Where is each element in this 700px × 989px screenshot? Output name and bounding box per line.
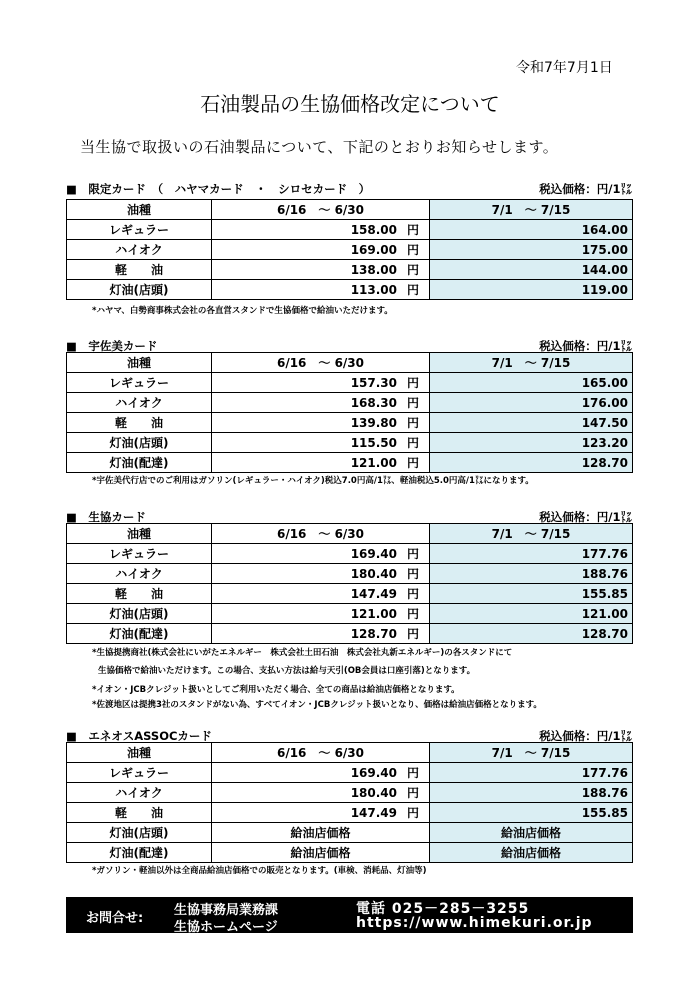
old-price: 169.40 円 bbox=[212, 763, 430, 783]
table-row bbox=[67, 604, 633, 624]
table-row bbox=[67, 783, 633, 803]
old-price: 157.30 円 bbox=[212, 373, 430, 393]
new-price: 121.00 bbox=[430, 604, 633, 624]
new-price: 128.70 bbox=[430, 624, 633, 644]
new-period-header: 7/1 ～ 7/15 bbox=[430, 524, 633, 544]
table-row bbox=[67, 240, 633, 260]
table-header-row bbox=[67, 743, 633, 763]
old-price: 121.00 円 bbox=[212, 453, 430, 473]
old-price: 113.00 円 bbox=[212, 280, 430, 300]
old-period-header: 6/16 ～ 6/30 bbox=[212, 353, 430, 373]
table-row bbox=[67, 260, 633, 280]
section-name: ■ 生協カード bbox=[66, 510, 146, 524]
unit-label: 税込価格：円/1㍑ bbox=[539, 729, 632, 743]
old-period-header: 6/16 ～ 6/30 bbox=[212, 524, 430, 544]
fuel-name: ハイオク bbox=[67, 240, 212, 260]
old-price: 給油店価格 bbox=[212, 843, 430, 863]
old-price: 128.70 円 bbox=[212, 624, 430, 644]
old-price: 147.49 円 bbox=[212, 803, 430, 823]
table-row bbox=[67, 823, 633, 843]
section-note: 生協価格で給油いただけます。この場合、支払い方法は給与天引(OB会員は口座引落)となります。 bbox=[98, 666, 476, 676]
unit-label: 税込価格：円/1㍑ bbox=[539, 510, 632, 524]
new-price: 176.00 bbox=[430, 393, 633, 413]
new-price: 155.85 bbox=[430, 803, 633, 823]
homepage-label: 生協ホームページ bbox=[174, 920, 278, 935]
fuel-name: 灯油(店頭) bbox=[67, 433, 212, 453]
new-price: 給油店価格 bbox=[430, 843, 633, 863]
fuel-name: 軽 油 bbox=[67, 260, 212, 280]
section-note: *宇佐美代行店でのご利用はガソリン(レギュラー・ハイオク)税込7.0円高/1㍑、軽油税込5.0円高/1㍑になります。 bbox=[92, 476, 534, 486]
fuel-name: レギュラー bbox=[67, 763, 212, 783]
price-table bbox=[66, 742, 633, 863]
section-name: ■ エネオスASSOCカード bbox=[66, 729, 212, 743]
new-period-header: 7/1 ～ 7/15 bbox=[430, 743, 633, 763]
table-row bbox=[67, 584, 633, 604]
fuel-name: 灯油(店頭) bbox=[67, 280, 212, 300]
table-row bbox=[67, 220, 633, 240]
unit-label: 税込価格：円/1㍑ bbox=[539, 182, 632, 196]
section-note: *佐渡地区は提携3社のスタンドがない為、すべてイオン・JCBクレジット扱いとなり、価格は給油店価格となります。 bbox=[92, 700, 542, 710]
old-price: 180.40 円 bbox=[212, 783, 430, 803]
new-price: 128.70 bbox=[430, 453, 633, 473]
fuel-name: 灯油(店頭) bbox=[67, 604, 212, 624]
fuel-header: 油種 bbox=[67, 743, 212, 763]
new-price: 123.20 bbox=[430, 433, 633, 453]
unit-label: 税込価格：円/1㍑ bbox=[539, 339, 632, 353]
new-price: 175.00 bbox=[430, 240, 633, 260]
old-price: 121.00 円 bbox=[212, 604, 430, 624]
fuel-name: 軽 油 bbox=[67, 803, 212, 823]
new-price: 177.76 bbox=[430, 763, 633, 783]
table-row bbox=[67, 280, 633, 300]
price-table bbox=[66, 199, 633, 300]
fuel-name: レギュラー bbox=[67, 220, 212, 240]
old-price: 147.49 円 bbox=[212, 584, 430, 604]
new-price: 119.00 bbox=[430, 280, 633, 300]
old-price: 115.50 円 bbox=[212, 433, 430, 453]
phone-number: 電話 025－285－3255 bbox=[356, 901, 530, 917]
old-period-header: 6/16 ～ 6/30 bbox=[212, 200, 430, 220]
office-name: 生協事務局業務課 bbox=[174, 903, 279, 918]
old-period-header: 6/16 ～ 6/30 bbox=[212, 743, 430, 763]
old-price: 158.00 円 bbox=[212, 220, 430, 240]
table-row bbox=[67, 624, 633, 644]
section-note: *ガソリン・軽油以外は全商品給油店価格での販売となります。(車検、消耗品、灯油等) bbox=[92, 866, 427, 876]
fuel-name: ハイオク bbox=[67, 393, 212, 413]
old-price: 168.30 円 bbox=[212, 393, 430, 413]
new-price: 165.00 bbox=[430, 373, 633, 393]
table-row bbox=[67, 544, 633, 564]
table-row bbox=[67, 803, 633, 823]
old-price: 138.00 円 bbox=[212, 260, 430, 280]
old-price: 139.80 円 bbox=[212, 413, 430, 433]
new-price: 164.00 bbox=[430, 220, 633, 240]
price-table bbox=[66, 523, 633, 644]
contact-footer bbox=[66, 897, 633, 933]
section-note: *イオン・JCBクレジット扱いとしてご利用いただく場合、全ての商品は給油店価格となります。 bbox=[92, 685, 460, 695]
old-price: 給油店価格 bbox=[212, 823, 430, 843]
table-row bbox=[67, 843, 633, 863]
new-period-header: 7/1 ～ 7/15 bbox=[430, 200, 633, 220]
table-header-row bbox=[67, 353, 633, 373]
page-title: 石油製品の生協価格改定について bbox=[200, 92, 500, 116]
fuel-name: 灯油(配達) bbox=[67, 624, 212, 644]
fuel-header: 油種 bbox=[67, 353, 212, 373]
table-row bbox=[67, 763, 633, 783]
new-price: 188.76 bbox=[430, 783, 633, 803]
fuel-name: レギュラー bbox=[67, 373, 212, 393]
table-row bbox=[67, 564, 633, 584]
table-header-row bbox=[67, 524, 633, 544]
section-name: ■ 限定カード （ ハヤマカード ・ シロセカード ） bbox=[66, 182, 371, 196]
new-price: 188.76 bbox=[430, 564, 633, 584]
fuel-name: ハイオク bbox=[67, 564, 212, 584]
new-price: 147.50 bbox=[430, 413, 633, 433]
fuel-name: 灯油(配達) bbox=[67, 453, 212, 473]
website-link[interactable]: https://www.himekuri.or.jp bbox=[356, 915, 593, 931]
section-name: ■ 宇佐美カード bbox=[66, 339, 158, 353]
old-price: 169.00 円 bbox=[212, 240, 430, 260]
new-period-header: 7/1 ～ 7/15 bbox=[430, 353, 633, 373]
fuel-name: レギュラー bbox=[67, 544, 212, 564]
lead-text: 当生協で取扱いの石油製品について、下記のとおりお知らせします。 bbox=[80, 138, 559, 156]
fuel-header: 油種 bbox=[67, 524, 212, 544]
fuel-header: 油種 bbox=[67, 200, 212, 220]
old-price: 180.40 円 bbox=[212, 564, 430, 584]
new-price: 144.00 bbox=[430, 260, 633, 280]
section-header bbox=[66, 181, 632, 197]
table-row bbox=[67, 393, 633, 413]
section-note: *ハヤマ、白勢商事株式会社の各直営スタンドで生協価格で給油いただけます。 bbox=[92, 306, 393, 316]
table-row bbox=[67, 413, 633, 433]
fuel-name: 軽 油 bbox=[67, 584, 212, 604]
fuel-name: 灯油(店頭) bbox=[67, 823, 212, 843]
new-price: 177.76 bbox=[430, 544, 633, 564]
fuel-name: ハイオク bbox=[67, 783, 212, 803]
fuel-name: 軽 油 bbox=[67, 413, 212, 433]
section-note: *生協提携商社(株式会社にいがたエネルギー 株式会社土田石油 株式会社丸新エネルギー)の各スタンドにて bbox=[92, 648, 513, 658]
table-header-row bbox=[67, 200, 633, 220]
price-table bbox=[66, 352, 633, 473]
issue-date: 令和7年7月1日 bbox=[516, 60, 613, 76]
table-row bbox=[67, 453, 633, 473]
fuel-name: 灯油(配達) bbox=[67, 843, 212, 863]
table-row bbox=[67, 433, 633, 453]
table-row bbox=[67, 373, 633, 393]
new-price: 155.85 bbox=[430, 584, 633, 604]
contact-label: お問合せ: bbox=[86, 911, 144, 926]
old-price: 169.40 円 bbox=[212, 544, 430, 564]
new-price: 給油店価格 bbox=[430, 823, 633, 843]
